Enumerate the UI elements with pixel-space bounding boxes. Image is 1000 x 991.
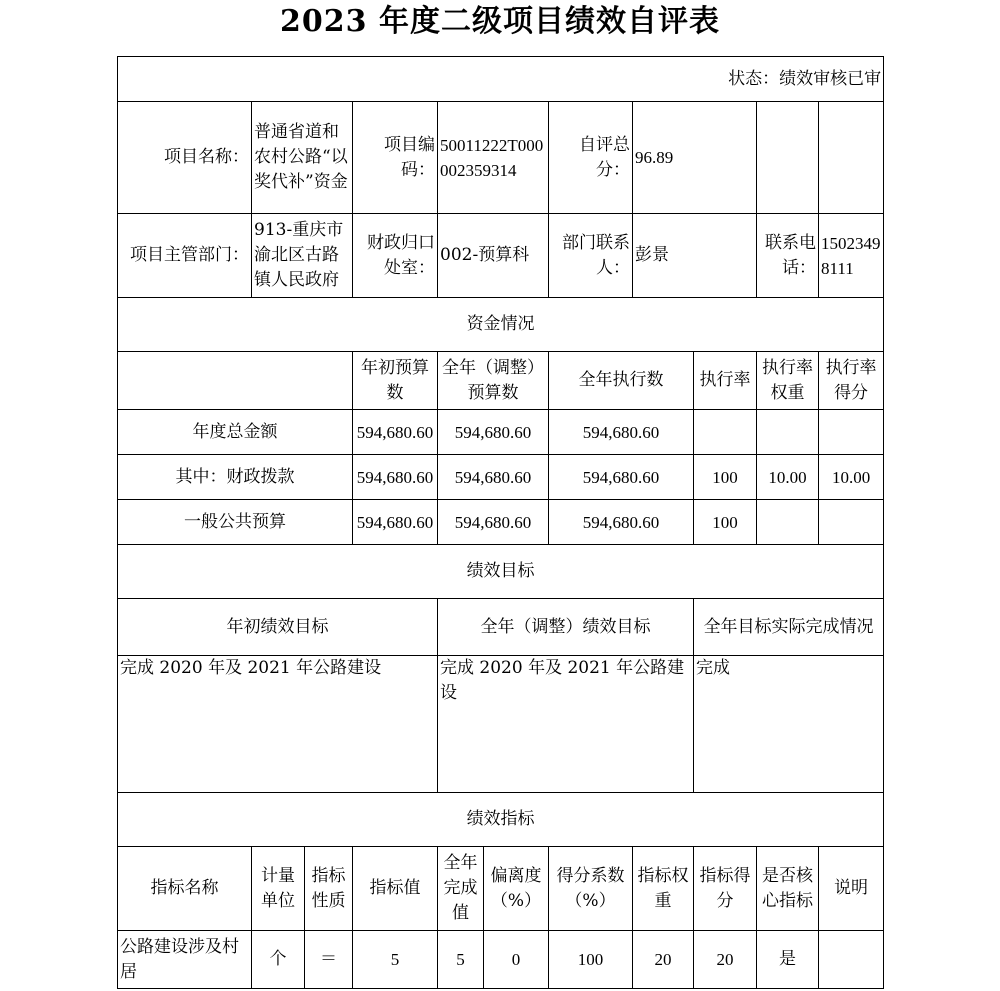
dept-value: 913-重庆市渝北区古路镇人民政府 — [252, 214, 353, 298]
funds-cell: 594,680.60 — [438, 500, 549, 545]
indicator-cell: 0 — [484, 931, 549, 989]
funds-row — [118, 455, 884, 500]
finance-label: 财政归口处室： — [353, 214, 438, 298]
page-title: 2023 年度二级项目绩效自评表 — [280, 4, 720, 39]
indicator-header: 说明 — [819, 847, 884, 931]
indicator-row — [118, 931, 884, 989]
finance-value: 002-预算科 — [438, 214, 549, 298]
funds-header: 年初预算数 — [353, 352, 438, 410]
indicator-cell: 5 — [438, 931, 484, 989]
indicator-header: 指标得分 — [694, 847, 757, 931]
funds-cell — [757, 500, 819, 545]
indicator-header: 指标值 — [353, 847, 438, 931]
empty-cell — [819, 102, 884, 214]
indicator-cell: 20 — [694, 931, 757, 989]
project-name-label: 项目名称： — [118, 102, 252, 214]
funds-cell — [694, 410, 757, 455]
funds-cell: 594,680.60 — [438, 410, 549, 455]
goal-adjusted: 完成 2020 年及 2021 年公路建设 — [438, 656, 694, 793]
indicator-cell: 5 — [353, 931, 438, 989]
dept-label: 项目主管部门： — [118, 214, 252, 298]
funds-cell: 10.00 — [819, 455, 884, 500]
funds-row — [118, 410, 884, 455]
indicator-header: 是否核心指标 — [757, 847, 819, 931]
funds-cell: 100 — [694, 500, 757, 545]
indicator-cell: 100 — [549, 931, 633, 989]
evaluation-table — [117, 56, 884, 989]
funds-row-label: 其中：财政拨款 — [118, 455, 353, 500]
project-code-value: 50011222T000002359314 — [438, 102, 549, 214]
funds-cell: 594,680.60 — [353, 500, 438, 545]
goal-initial: 完成 2020 年及 2021 年公路建设 — [118, 656, 438, 793]
indicator-header: 指标名称 — [118, 847, 252, 931]
score-label: 自评总分： — [549, 102, 633, 214]
funds-row-label: 年度总金额 — [118, 410, 353, 455]
goals-header: 全年目标实际完成情况 — [694, 599, 884, 656]
funds-cell: 594,680.60 — [438, 455, 549, 500]
phone-value: 15023498111 — [819, 214, 884, 298]
contact-value: 彭景 — [633, 214, 757, 298]
indicator-cell — [819, 931, 884, 989]
project-name-value: 普通省道和农村公路“以奖代补”资金 — [252, 102, 353, 214]
funds-header: 全年执行数 — [549, 352, 694, 410]
funds-cell — [757, 410, 819, 455]
funds-cell — [819, 500, 884, 545]
funds-cell: 594,680.60 — [353, 455, 438, 500]
funds-cell: 100 — [694, 455, 757, 500]
project-code-label: 项目编码： — [353, 102, 438, 214]
funds-cell: 594,680.60 — [549, 455, 694, 500]
funds-header: 执行率权重 — [757, 352, 819, 410]
indicator-header: 偏离度（%） — [484, 847, 549, 931]
indicators-section-title: 绩效指标 — [118, 793, 884, 847]
funds-cell: 594,680.60 — [549, 500, 694, 545]
funds-row — [118, 500, 884, 545]
contact-label: 部门联系人： — [549, 214, 633, 298]
empty-cell — [757, 102, 819, 214]
phone-label: 联系电话： — [757, 214, 819, 298]
status-text: 状态：绩效审核已审 — [728, 68, 882, 89]
funds-header: 执行率得分 — [819, 352, 884, 410]
funds-header: 全年（调整）预算数 — [438, 352, 549, 410]
indicator-cell: ＝ — [305, 931, 353, 989]
indicator-cell: 20 — [633, 931, 694, 989]
funds-cell — [819, 410, 884, 455]
score-value: 96.89 — [633, 102, 757, 214]
goals-header: 全年（调整）绩效目标 — [438, 599, 694, 656]
indicator-cell: 是 — [757, 931, 819, 989]
indicator-header: 指标性质 — [305, 847, 353, 931]
funds-cell: 594,680.60 — [549, 410, 694, 455]
indicator-header: 计量单位 — [252, 847, 305, 931]
funds-section-title: 资金情况 — [118, 298, 884, 352]
indicator-cell: 个 — [252, 931, 305, 989]
funds-row-label: 一般公共预算 — [118, 500, 353, 545]
goals-header: 年初绩效目标 — [118, 599, 438, 656]
funds-header-blank — [118, 352, 353, 410]
funds-header: 执行率 — [694, 352, 757, 410]
goal-actual: 完成 — [694, 656, 884, 793]
indicator-cell: 公路建设涉及村居 — [118, 931, 252, 989]
funds-cell: 10.00 — [757, 455, 819, 500]
status-cell — [118, 57, 884, 102]
funds-cell: 594,680.60 — [353, 410, 438, 455]
indicator-header: 全年完成值 — [438, 847, 484, 931]
indicator-header: 得分系数（%） — [549, 847, 633, 931]
goals-section-title: 绩效目标 — [118, 545, 884, 599]
indicator-header: 指标权重 — [633, 847, 694, 931]
